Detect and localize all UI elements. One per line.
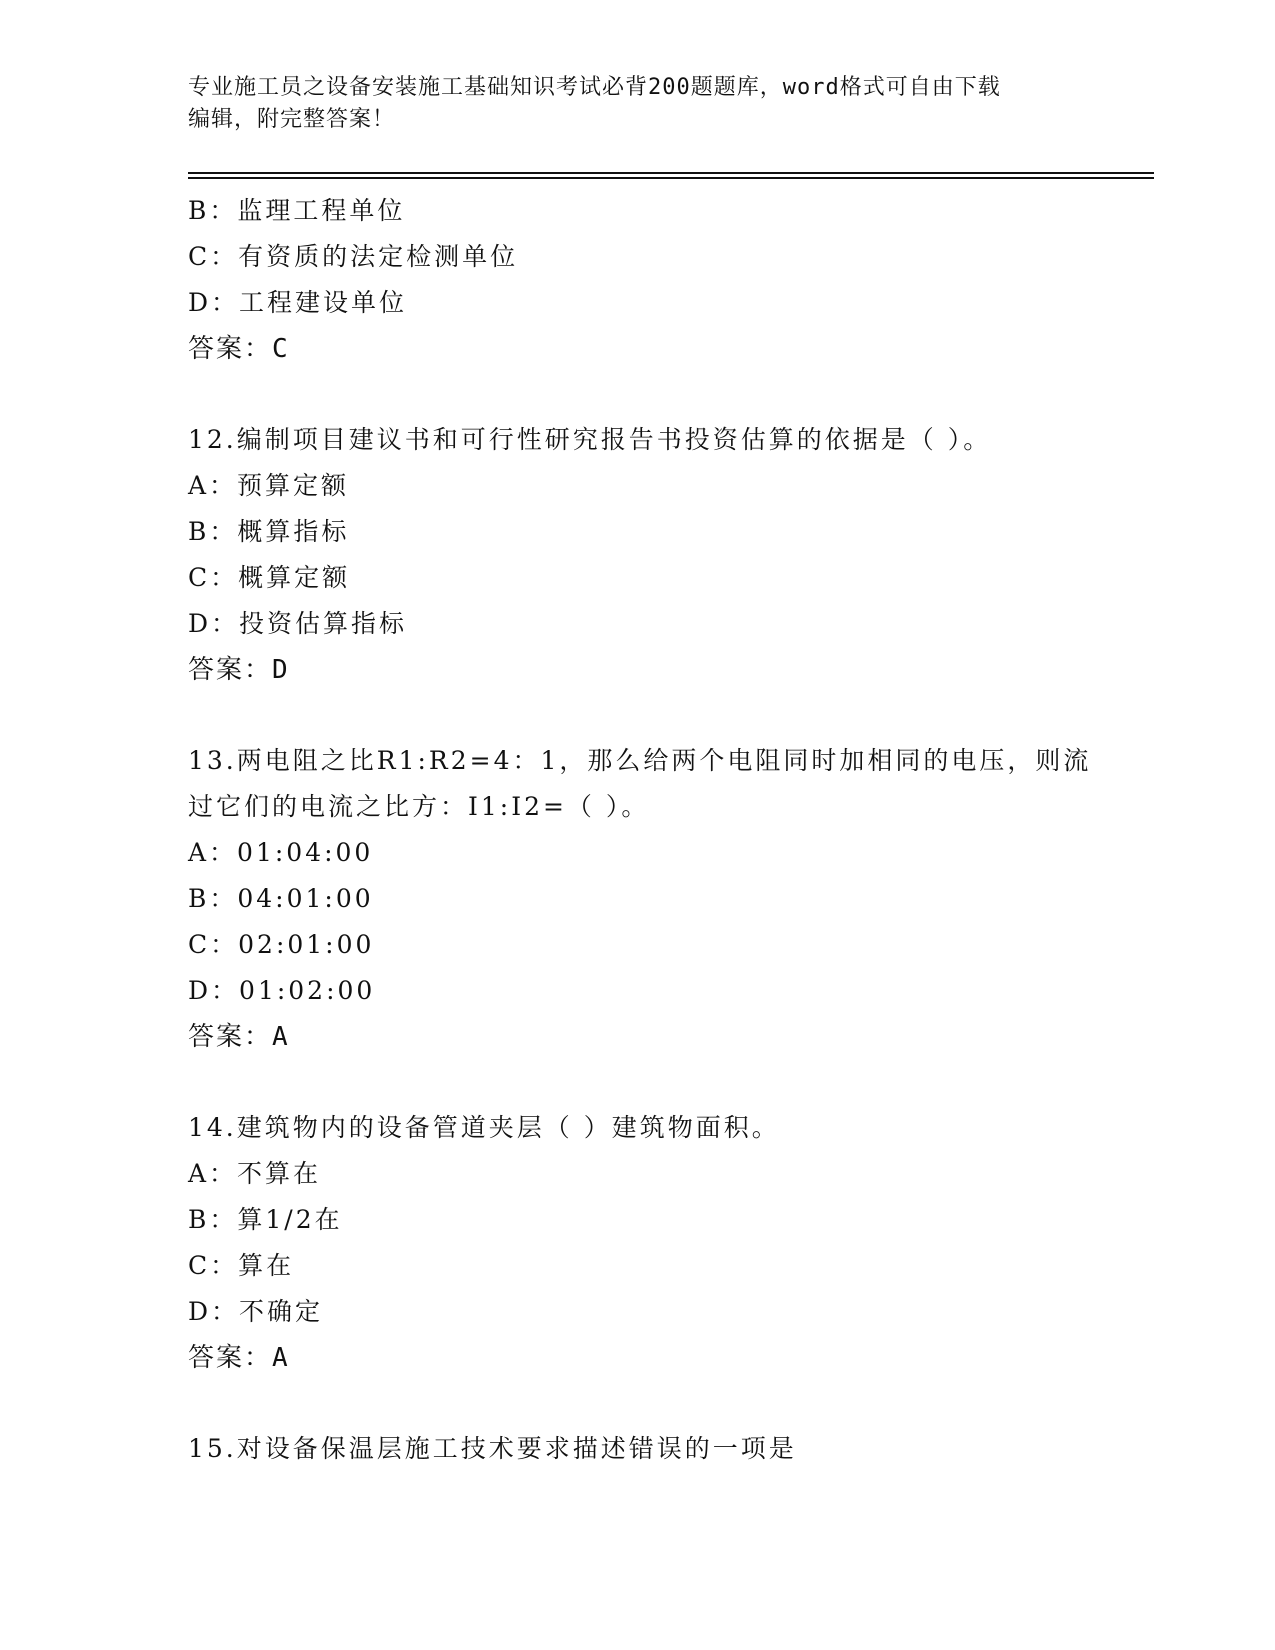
previous-question-tail <box>188 188 1108 372</box>
answer-line: 答案：A <box>188 1022 290 1052</box>
question-stem: 12.编制项目建议书和可行性研究报告书投资估算的依据是（ ）。 <box>188 425 992 454</box>
question-list <box>188 188 1108 1472</box>
question-stem-line-1: 13.两电阻之比R1:R2=4：1，那么给两个电阻同时加相同的电压，则流 <box>188 746 1092 775</box>
header-line-1: 专业施工员之设备安装施工基础知识考试必背200题题库，word格式可自由下载 <box>188 75 1001 100</box>
question-stem: 14.建筑物内的设备管道夹层（ ）建筑物面积。 <box>188 1113 780 1142</box>
option-d: D：01:02:00 <box>188 976 376 1005</box>
header-line-2: 编辑，附完整答案！ <box>188 107 396 132</box>
question-12 <box>188 417 1108 693</box>
option-c: C：概算定额 <box>188 563 351 592</box>
option-d: D：不确定 <box>188 1297 324 1326</box>
answer-line: 答案：A <box>188 1343 290 1373</box>
answer-line: 答案：C <box>188 334 290 364</box>
option-d: D：投资估算指标 <box>188 609 408 638</box>
option-a: A：不算在 <box>188 1159 322 1188</box>
question-stem-line-2: 过它们的电流之比方：I1:I2=（ ）。 <box>188 792 650 821</box>
document-header <box>188 72 1088 136</box>
option-c: C：有资质的法定检测单位 <box>188 242 519 271</box>
option-a: A：预算定额 <box>188 471 350 500</box>
option-b: B：04:01:00 <box>188 884 374 913</box>
option-b: B：算1/2在 <box>188 1205 343 1234</box>
option-a: A：01:04:00 <box>188 838 374 867</box>
question-15 <box>188 1426 1108 1472</box>
question-stem: 15.对设备保温层施工技术要求描述错误的一项是 <box>188 1434 797 1463</box>
header-rule-bottom <box>188 177 1154 179</box>
option-c: C：算在 <box>188 1251 295 1280</box>
option-b: B：监理工程单位 <box>188 196 406 225</box>
header-rule-top <box>188 172 1154 174</box>
answer-line: 答案：D <box>188 655 290 685</box>
option-b: B：概算指标 <box>188 517 350 546</box>
option-c: C：02:01:00 <box>188 930 375 959</box>
question-14 <box>188 1105 1108 1381</box>
question-13 <box>188 738 1108 1060</box>
option-d: D：工程建设单位 <box>188 288 408 317</box>
